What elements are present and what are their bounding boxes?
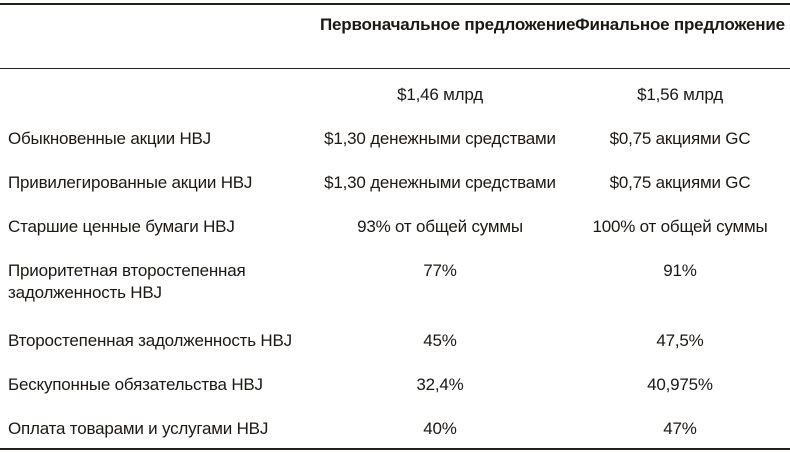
row-final-value: $0,75 акциями GC [609, 129, 751, 148]
table-row [0, 319, 790, 363]
row-label: Старшие ценные бумаги HBJ [8, 217, 235, 236]
table-row [0, 249, 790, 319]
row-label: Оплата товарами и услугами HBJ [8, 419, 269, 438]
row-label: Привилегированные акции HBJ [8, 173, 253, 192]
row-final-value: $1,56 млрд [637, 85, 723, 104]
table-body [0, 69, 790, 448]
header-cell-final-offer: Финальное предложение [575, 15, 785, 34]
table-row [0, 161, 790, 205]
row-initial-value: $1,30 денежными средствами [324, 129, 556, 148]
row-initial-value: 40% [423, 419, 457, 438]
row-final-value: 47,5% [656, 331, 704, 350]
row-final-value: 40,975% [647, 375, 713, 394]
row-initial-value: $1,46 млрд [397, 85, 483, 104]
row-final-value: 100% от общей суммы [592, 217, 768, 236]
row-label: Обыкновенные акции HBJ [8, 129, 211, 148]
row-final-value: 91% [663, 261, 697, 280]
table-row [0, 407, 790, 448]
table-row [0, 117, 790, 161]
table-bottom-rule [0, 448, 790, 450]
table-header-row [0, 5, 790, 68]
table-row [0, 205, 790, 249]
header-cell-initial-offer: Первоначальное предложение [320, 15, 576, 34]
row-label: Второстепенная задолженность HBJ [8, 331, 292, 350]
table-row [0, 363, 790, 407]
table-row [0, 69, 790, 117]
row-final-value: 47% [663, 419, 697, 438]
row-final-value: $0,75 акциями GC [609, 173, 751, 192]
row-initial-value: 77% [423, 261, 457, 280]
row-initial-value: 93% от общей суммы [357, 217, 523, 236]
row-initial-value: 45% [423, 331, 457, 350]
row-label: Бескупонные обязательства HBJ [8, 375, 263, 394]
row-initial-value: $1,30 денежными средствами [324, 173, 556, 192]
row-initial-value: 32,4% [416, 375, 464, 394]
row-label: Приоритетная второстепенная задолженность HBJ [8, 261, 246, 302]
